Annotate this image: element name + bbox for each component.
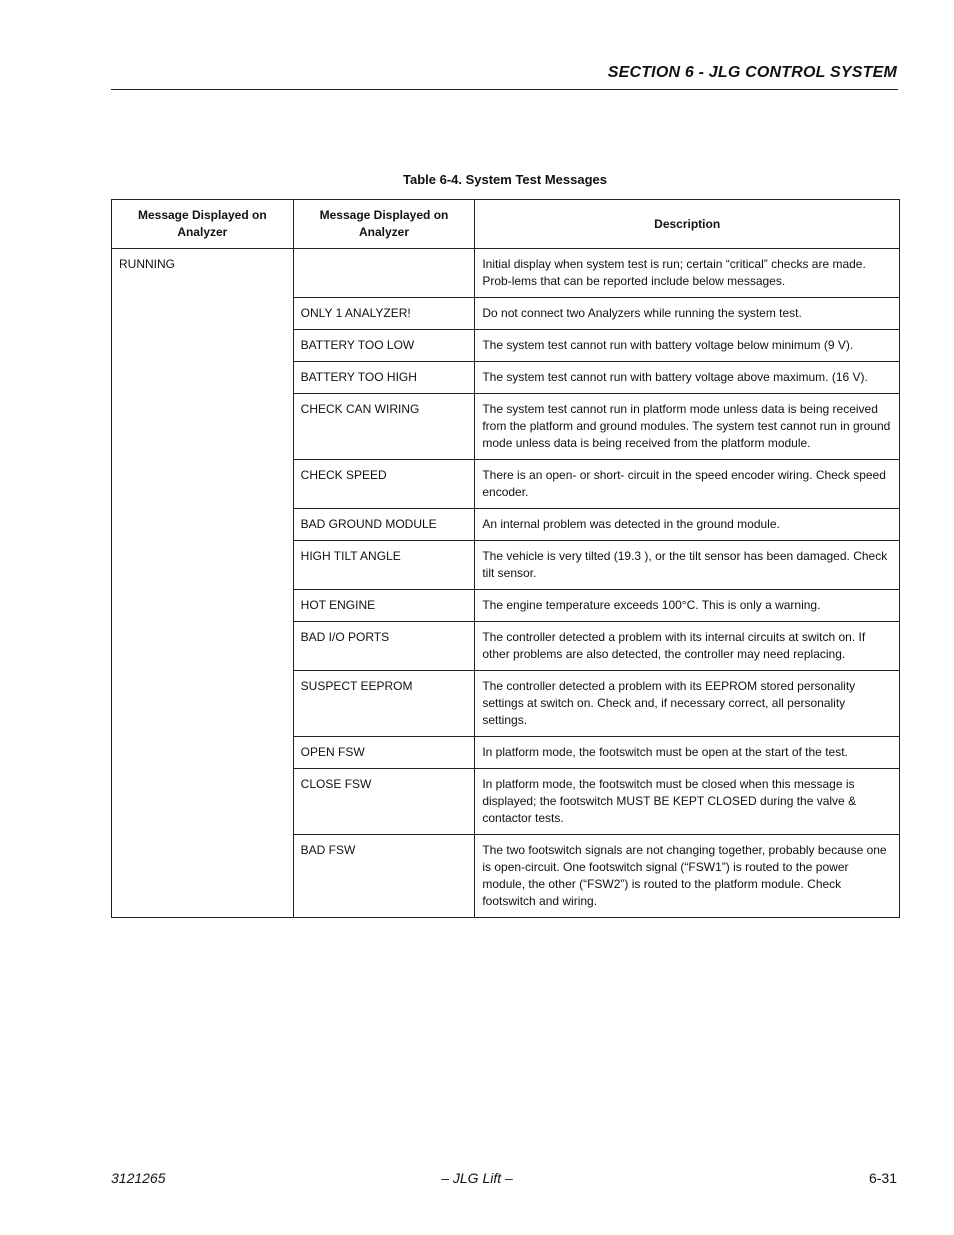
table-row — [112, 509, 900, 541]
header-rule — [111, 89, 898, 90]
table-row — [112, 249, 900, 298]
table-cell: An internal problem was detected in the ground module. — [475, 509, 900, 541]
table-cell: There is an open- or short- circuit in the speed encoder wiring. Check speed encoder. — [475, 460, 900, 509]
table-row — [112, 541, 900, 590]
table-cell — [112, 622, 294, 671]
table-row — [112, 298, 900, 330]
table-cell: In platform mode, the footswitch must be closed when this message is displayed; the footswitch MUST BE KEPT CLOSED during the valve & contactor tests. — [475, 769, 900, 835]
table-cell: BAD GROUND MODULE — [293, 509, 475, 541]
table-row — [112, 622, 900, 671]
table-cell: BATTERY TOO HIGH — [293, 362, 475, 394]
table-header-row — [112, 200, 900, 249]
table-cell: The controller detected a problem with its internal circuits at switch on. If other problems are also detected, the controller may need replacing. — [475, 622, 900, 671]
table-cell — [112, 671, 294, 737]
table-cell: HOT ENGINE — [293, 590, 475, 622]
document-number: 3121265 — [111, 1170, 166, 1186]
table-cell — [112, 460, 294, 509]
column-header: Message Displayed on Analyzer — [112, 200, 294, 249]
table-row — [112, 394, 900, 460]
table-cell: The system test cannot run with battery voltage above maximum. (16 V). — [475, 362, 900, 394]
table-cell: OPEN FSW — [293, 737, 475, 769]
table-cell: In platform mode, the footswitch must be open at the start of the test. — [475, 737, 900, 769]
table-cell: HIGH TILT ANGLE — [293, 541, 475, 590]
column-header: Description — [475, 200, 900, 249]
table-cell: The engine temperature exceeds 100°C. This is only a warning. — [475, 590, 900, 622]
table-cell: CHECK SPEED — [293, 460, 475, 509]
table-caption: Table 6-4. System Test Messages — [402, 172, 607, 187]
table-cell: Initial display when system test is run; certain “critical” checks are made. Prob-lems that can be reported include below messages. — [475, 249, 900, 298]
table-row — [112, 769, 900, 835]
table-cell — [112, 362, 294, 394]
table-cell — [112, 590, 294, 622]
table-cell: BATTERY TOO LOW — [293, 330, 475, 362]
table-cell: The vehicle is very tilted (19.3 ), or the tilt sensor has been damaged. Check tilt sensor. — [475, 541, 900, 590]
table-row — [112, 737, 900, 769]
table-cell: CHECK CAN WIRING — [293, 394, 475, 460]
table-cell: SUSPECT EEPROM — [293, 671, 475, 737]
table-cell: The system test cannot run with battery voltage below minimum (9 V). — [475, 330, 900, 362]
table-cell — [112, 737, 294, 769]
table-cell — [112, 541, 294, 590]
table-cell: CLOSE FSW — [293, 769, 475, 835]
table-cell — [112, 509, 294, 541]
table-cell: Do not connect two Analyzers while running the system test. — [475, 298, 900, 330]
table-cell: ONLY 1 ANALYZER! — [293, 298, 475, 330]
table-row — [112, 460, 900, 509]
table-row — [112, 671, 900, 737]
table-cell — [293, 249, 475, 298]
table-cell — [112, 330, 294, 362]
table-cell: RUNNING — [112, 249, 294, 298]
table-row — [112, 590, 900, 622]
table-row — [112, 835, 900, 918]
page-number: 6-31 — [868, 1170, 897, 1186]
table-row — [112, 330, 900, 362]
section-title: SECTION 6 - JLG CONTROL SYSTEM — [607, 64, 897, 81]
table-cell — [112, 394, 294, 460]
table-cell: The system test cannot run in platform mode unless data is being received from the platform and ground modules. The system test cannot run in ground mode unless data is being received from the platform module. — [475, 394, 900, 460]
table-cell — [112, 769, 294, 835]
footer-brand: – JLG Lift – — [441, 1170, 513, 1186]
table-row — [112, 362, 900, 394]
table-cell: The controller detected a problem with its EEPROM stored personality settings at switch on. Check and, if necessary correct, all personality settings. — [475, 671, 900, 737]
table-cell: The two footswitch signals are not changing together, probably because one is open-circuit. One footswitch signal (“FSW1”) is routed to the power module, the other (“FSW2”) is routed to the platform module. Check footswitch and wiring. — [475, 835, 900, 918]
table-cell: BAD I/O PORTS — [293, 622, 475, 671]
system-test-messages-table — [111, 199, 900, 918]
column-header: Message Displayed on Analyzer — [293, 200, 475, 249]
table-cell: BAD FSW — [293, 835, 475, 918]
table-cell — [112, 298, 294, 330]
table-cell — [112, 835, 294, 918]
